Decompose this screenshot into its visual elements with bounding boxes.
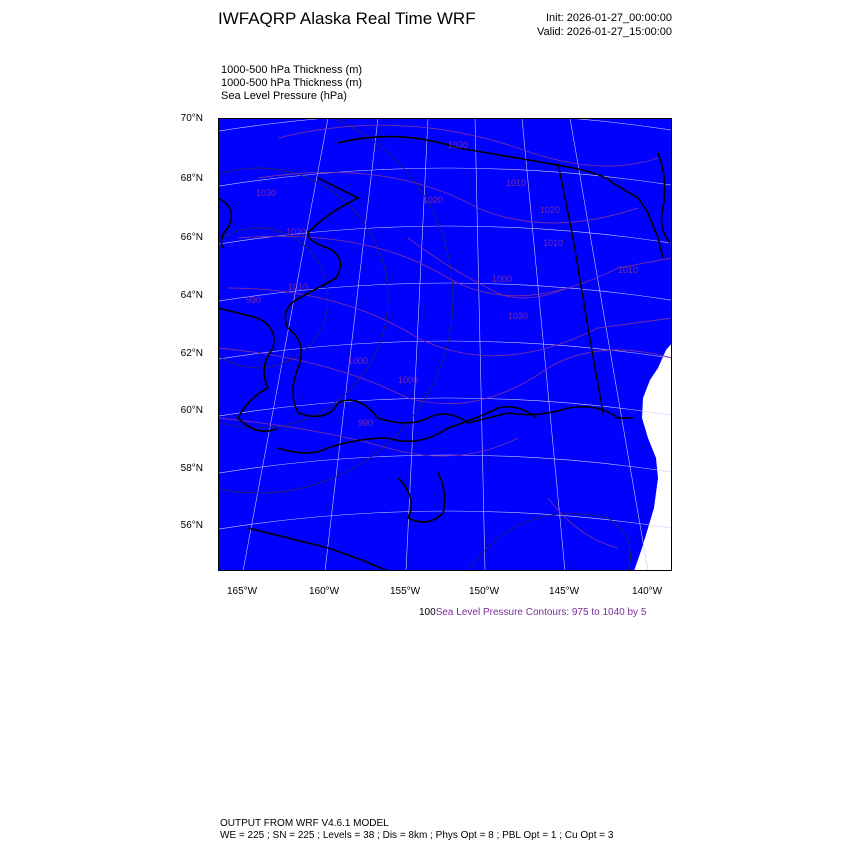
lat-label-62n: 62°N [180, 348, 203, 359]
lon-label-140w: 140°W [632, 586, 663, 597]
valid-time: Valid: 2026-01-27_15:00:00 [537, 26, 672, 38]
lat-label-70n: 70°N [180, 113, 203, 124]
contour-label: 1000 [398, 375, 419, 385]
contour-label: 1020 [540, 205, 561, 215]
lat-label-60n: 60°N [180, 405, 203, 416]
lon-label-150w: 150°W [469, 586, 500, 597]
contour-label: 1030 [448, 140, 469, 150]
field-label-thickness-1: 1000-500 hPa Thickness (m) [221, 64, 363, 76]
map-plot [218, 118, 672, 571]
lat-label-64n: 64°N [180, 290, 203, 301]
lat-label-58n: 58°N [180, 463, 203, 474]
contour-label: 1010 [543, 238, 564, 248]
field-label-thickness-2: 1000-500 hPa Thickness (m) [221, 77, 363, 89]
contour-note-text: Sea Level Pressure Contours: 975 to 1040 by 5 [435, 607, 647, 618]
lon-label-165w: 165°W [227, 586, 258, 597]
contour-label: 1000 [348, 356, 369, 366]
contour-label: 1020 [286, 227, 307, 237]
contour-note [419, 607, 646, 618]
contour-label: 1000 [492, 274, 513, 284]
model-output-line: OUTPUT FROM WRF V4.6.1 MODEL [220, 818, 389, 829]
contour-label: 1030 [256, 188, 277, 198]
contour-note-number: 100 [419, 607, 436, 618]
lat-label-66n: 66°N [180, 232, 203, 243]
contour-label: 1010 [288, 282, 309, 292]
contour-label: 1020 [423, 195, 444, 205]
lon-label-160w: 160°W [309, 586, 340, 597]
contour-label: 990 [358, 418, 374, 428]
contour-label: 1010 [618, 265, 639, 275]
contour-label: 990 [246, 295, 262, 305]
lat-label-56n: 56°N [180, 520, 203, 531]
init-time: Init: 2026-01-27_00:00:00 [546, 12, 672, 24]
lon-label-155w: 155°W [390, 586, 421, 597]
field-label-slp: Sea Level Pressure (hPa) [221, 90, 347, 102]
lat-label-68n: 68°N [180, 173, 203, 184]
contour-label: 1030 [508, 311, 529, 321]
lon-label-145w: 145°W [549, 586, 580, 597]
contour-label: 1010 [506, 178, 527, 188]
page-title: IWFAQRP Alaska Real Time WRF [218, 9, 476, 28]
model-config-line: WE = 225 ; SN = 225 ; Levels = 38 ; Dis = 8km ; Phys Opt = 8 ; PBL Opt = 1 ; Cu Opt = 3 [220, 830, 614, 841]
